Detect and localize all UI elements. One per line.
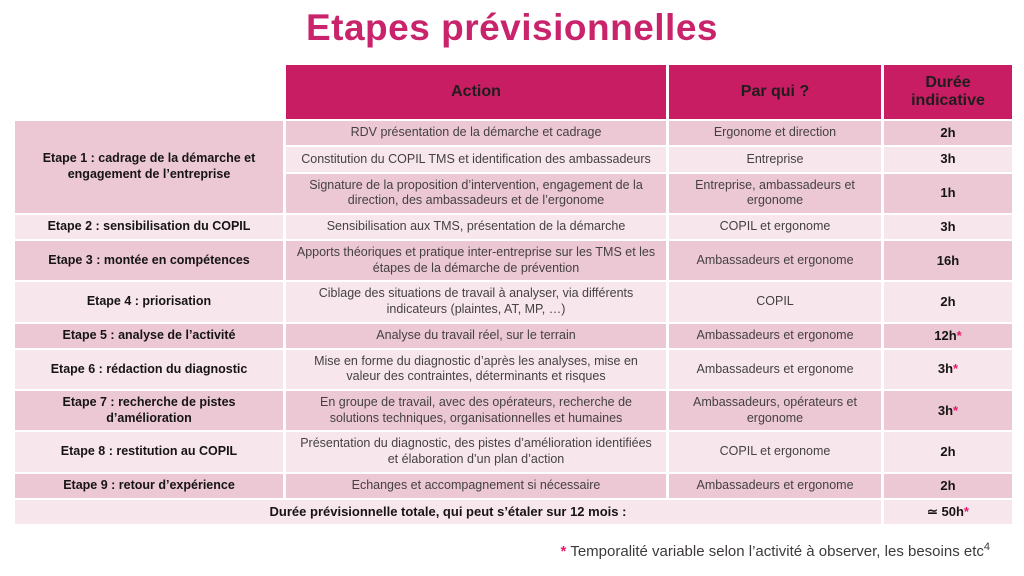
footnote-text: Temporalité variable selon l’activité à observer, les besoins etc — [570, 543, 984, 560]
total-row — [15, 500, 1012, 524]
table-row — [15, 121, 1012, 145]
parqui-cell: Entreprise — [669, 147, 881, 171]
col-header-action: Action — [286, 65, 666, 119]
action-cell: Echanges et accompagnement si nécessaire — [286, 474, 666, 498]
duree-cell: 2h — [884, 474, 1012, 498]
total-label: Durée prévisionnelle totale, qui peut s’étaler sur 12 mois : — [15, 500, 881, 524]
parqui-cell: COPIL et ergonome — [669, 432, 881, 471]
steps-table — [12, 63, 1015, 526]
action-cell: Analyse du travail réel, sur le terrain — [286, 324, 666, 348]
action-cell: Apports théoriques et pratique inter-entreprise sur les TMS et les étapes de la démarche de prévention — [286, 241, 666, 280]
table-row — [15, 474, 1012, 498]
etape-cell: Etape 4 : priorisation — [15, 282, 283, 321]
etape-cell: Etape 3 : montée en compétences — [15, 241, 283, 280]
etape-cell: Etape 1 : cadrage de la démarche et engagement de l’entreprise — [15, 121, 283, 213]
total-duree-cell: ≃ 50h* — [884, 500, 1012, 524]
duree-star: * — [953, 361, 959, 377]
page-number: 4 — [983, 541, 990, 553]
table-row — [15, 391, 1012, 430]
etape-cell: Etape 7 : recherche de pistes d’amélioration — [15, 391, 283, 430]
parqui-cell: Entreprise, ambassadeurs et ergonome — [669, 174, 881, 213]
duree-cell: 2h — [884, 432, 1012, 471]
action-cell: RDV présentation de la démarche et cadrage — [286, 121, 666, 145]
footnote-star: * — [560, 543, 567, 560]
action-cell: Ciblage des situations de travail à analyser, via différents indicateurs (plaintes, AT, MP, …) — [286, 282, 666, 321]
table-row — [15, 215, 1012, 239]
parqui-cell: Ambassadeurs et ergonome — [669, 350, 881, 389]
etape-cell: Etape 9 : retour d’expérience — [15, 474, 283, 498]
etape-cell: Etape 2 : sensibilisation du COPIL — [15, 215, 283, 239]
etape-cell: Etape 6 : rédaction du diagnostic — [15, 350, 283, 389]
action-cell: Signature de la proposition d’intervention, engagement de la direction, des ambassadeurs et de l’ergonome — [286, 174, 666, 213]
duree-cell: 3h* — [884, 350, 1012, 389]
etape-cell: Etape 8 : restitution au COPIL — [15, 432, 283, 471]
duree-cell: 12h* — [884, 324, 1012, 348]
action-cell: Mise en forme du diagnostic d’après les analyses, mise en valeur des contraintes, déterminants et risques — [286, 350, 666, 389]
duree-star: * — [956, 327, 962, 343]
page-title: Etapes prévisionnelles — [305, 7, 718, 48]
col-header-duree: Durée indicative — [884, 65, 1012, 119]
duree-star: * — [953, 402, 959, 418]
col-header-par-qui: Par qui ? — [669, 65, 881, 119]
parqui-cell: COPIL et ergonome — [669, 215, 881, 239]
table-row — [15, 241, 1012, 280]
duree-cell: 2h — [884, 282, 1012, 321]
action-cell: Sensibilisation aux TMS, présentation de la démarche — [286, 215, 666, 239]
duree-star: * — [963, 503, 969, 519]
etape-cell: Etape 5 : analyse de l’activité — [15, 324, 283, 348]
header-row — [15, 65, 1012, 119]
duree-cell: 3h — [884, 147, 1012, 171]
parqui-cell: Ambassadeurs et ergonome — [669, 241, 881, 280]
parqui-cell: COPIL — [669, 282, 881, 321]
parqui-cell: Ambassadeurs, opérateurs et ergonome — [669, 391, 881, 430]
parqui-cell: Ambassadeurs et ergonome — [669, 474, 881, 498]
duree-cell: 2h — [884, 121, 1012, 145]
table-row — [15, 350, 1012, 389]
duree-cell: 16h — [884, 241, 1012, 280]
footnote — [560, 541, 990, 560]
table-row — [15, 282, 1012, 321]
parqui-cell: Ambassadeurs et ergonome — [669, 324, 881, 348]
blank-corner-cell — [15, 65, 283, 119]
table-row — [15, 324, 1012, 348]
action-cell: En groupe de travail, avec des opérateurs, recherche de solutions techniques, organisationnelles et humaines — [286, 391, 666, 430]
parqui-cell: Ergonome et direction — [669, 121, 881, 145]
action-cell: Présentation du diagnostic, des pistes d’amélioration identifiées et élaboration d’un plan d’action — [286, 432, 666, 471]
table-row — [15, 432, 1012, 471]
duree-cell: 3h — [884, 215, 1012, 239]
duree-cell: 3h* — [884, 391, 1012, 430]
action-cell: Constitution du COPIL TMS et identification des ambassadeurs — [286, 147, 666, 171]
duree-cell: 1h — [884, 174, 1012, 213]
